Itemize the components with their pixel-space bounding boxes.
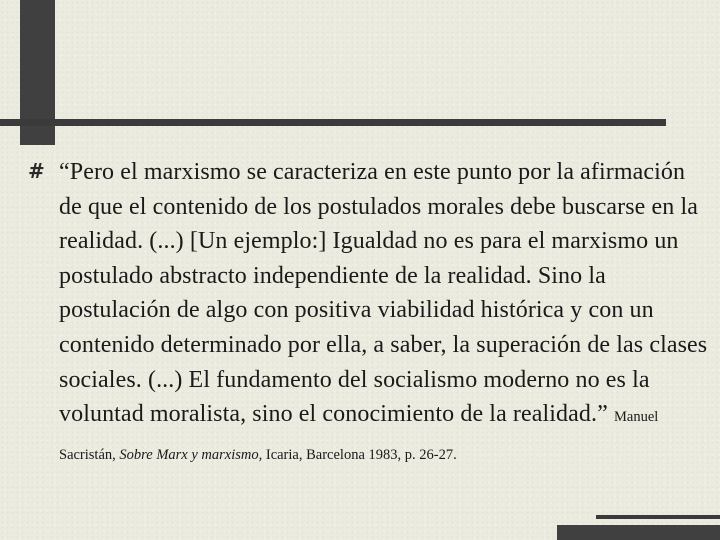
quote-text: “Pero el marxismo se caracteriza en este punto por la afirmación de que el contenido de los postulados morales debe buscarse en la realidad. (...) [Un ejemplo:] Igualdad no es para el marxismo un postulado abstracto independiente de la realidad. Sino la postulación de algo con positiva viabilidad histórica y con un contenido determinado por ella, a saber, la superación de las clases sociales. (...) El fundamento del socialismo moderno no es la voluntad moralista, sino el conocimiento de la realidad.” (59, 159, 708, 428)
citation-work-title: Sobre Marx y marxismo, (119, 446, 263, 463)
citation-author: Manuel Sacristán, (59, 409, 659, 463)
decorative-rule-top (0, 119, 666, 126)
decorative-rule-bottom (596, 515, 720, 519)
hash-bullet-icon: # (28, 159, 45, 183)
citation-details: Icaria, Barcelona 1983, p. 26-27. (262, 446, 457, 463)
slide-content (28, 155, 708, 472)
decorative-square-bottom (557, 525, 720, 540)
quote-paragraph (59, 155, 708, 472)
